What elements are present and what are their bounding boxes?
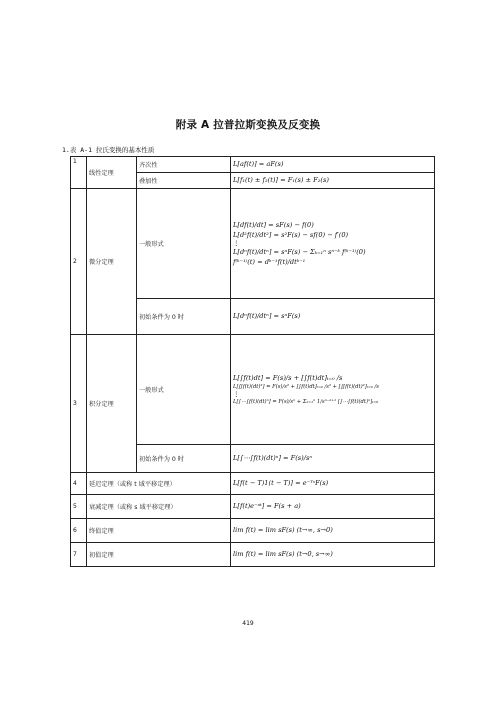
row-number: 3 [71,335,87,473]
formula-line: L[dⁿf(t)/dtⁿ] = sⁿF(s) − Σₖ₌₁ⁿ sⁿ⁻ᵏ f⁽ᵏ⁻¹⁾(0) [233,247,366,256]
category-final-value: 终值定理 [87,519,231,543]
appendix-title: 附录 A 拉普拉斯变换及反变换 [175,119,321,131]
formula-line: L[f(t)e⁻ᵃᵗ] = F(s + a) [233,502,301,511]
table-row [71,157,435,173]
category-attenuation: 衰减定理（或称 s 域平移定理） [87,495,231,519]
formula-line: L[∫⋯∫f(t)(dt)ⁿ] = F(s)/sⁿ + Σₖ₌₁ⁿ 1/sⁿ⁻ᵏ⁺¹ [∫⋯∫f(t)(dt)ⁿ]ₜ₌₀ [233,398,379,405]
formula-delay [231,473,435,495]
sub-general-form: 一般形式 [137,335,231,445]
category-delay: 延迟定理（或称 t 域平移定理） [87,473,231,495]
formula-line: f⁽ᵏ⁻¹⁾(t) = dᵏ⁻¹f(t)/dtᵏ⁻¹ [233,258,306,267]
sub-zero-initial: 初始条件为 0 时 [137,299,231,335]
formula-integration [231,335,435,445]
laplace-properties-table [70,156,435,567]
formula-line: L[af(t)] = aF(s) [233,160,284,169]
table-row [71,519,435,543]
table-row [71,473,435,495]
formula-line: L[d²f(t)/dt²] = s²F(s) − sf(0) − f′(0) [233,230,349,239]
category-initial-value: 初值定理 [87,543,231,567]
sub-zero-initial: 初始条件为 0 时 [137,445,231,473]
row-number: 7 [71,543,87,567]
formula-differentiation-zero [231,299,435,335]
formula-ellipsis: ⋮ [233,239,240,248]
formula-line: L[df(t)/dt] = sF(s) − f(0) [233,220,314,229]
formula-line: L[f(t − T)1(t − T)] = e⁻ᵀˢF(s) [233,479,329,488]
formula-final-value [231,519,435,543]
sub-superposition: 叠加性 [137,173,231,189]
table-row [71,335,435,445]
row-number: 1 [71,157,87,189]
formula-ellipsis: ⋮ [233,390,240,399]
formula-homogeneity [231,157,435,173]
formula-line: L[f₁(t) ± f₂(t)] = F₁(s) ± F₂(s) [233,176,329,185]
table-row [71,189,435,299]
row-number: 5 [71,495,87,519]
page-number: 419 [242,620,254,627]
formula-line: lim f(t) = lim sF(s) (t→∞, s→0) [233,526,333,535]
sub-general-form: 一般形式 [137,189,231,299]
formula-line: L[∫⋯∫f(t)(dt)ⁿ] = F(s)/sⁿ [233,454,313,463]
formula-line: L[∬f(t)(dt)²] = F(s)/s² + [∫f(t)dt]ₜ₌₀ /s² + [∬f(t)(dt)²]ₜ₌₀ /s [233,384,379,391]
category-integration: 积分定理 [87,335,137,473]
formula-line: L[∫f(t)dt] = F(s)/s + [∫f(t)dt]ₜ₌₀ /s [233,374,343,383]
table-caption: 1.表 A-1 拉氏变换的基本性质 [62,146,155,154]
row-number: 4 [71,473,87,495]
formula-attenuation [231,495,435,519]
formula-integration-zero [231,445,435,473]
sub-homogeneity: 齐次性 [137,157,231,173]
formula-line: L[dⁿf(t)/dtⁿ] = sⁿF(s) [233,312,301,321]
formula-differentiation [231,189,435,299]
formula-line: lim f(t) = lim sF(s) (t→0, s→∞) [233,550,333,559]
row-number: 2 [71,189,87,335]
category-differentiation: 微分定理 [87,189,137,335]
table-row [71,495,435,519]
formula-initial-value [231,543,435,567]
table-row [71,543,435,567]
formula-superposition [231,173,435,189]
category-linearity: 线性定理 [87,157,137,189]
row-number: 6 [71,519,87,543]
